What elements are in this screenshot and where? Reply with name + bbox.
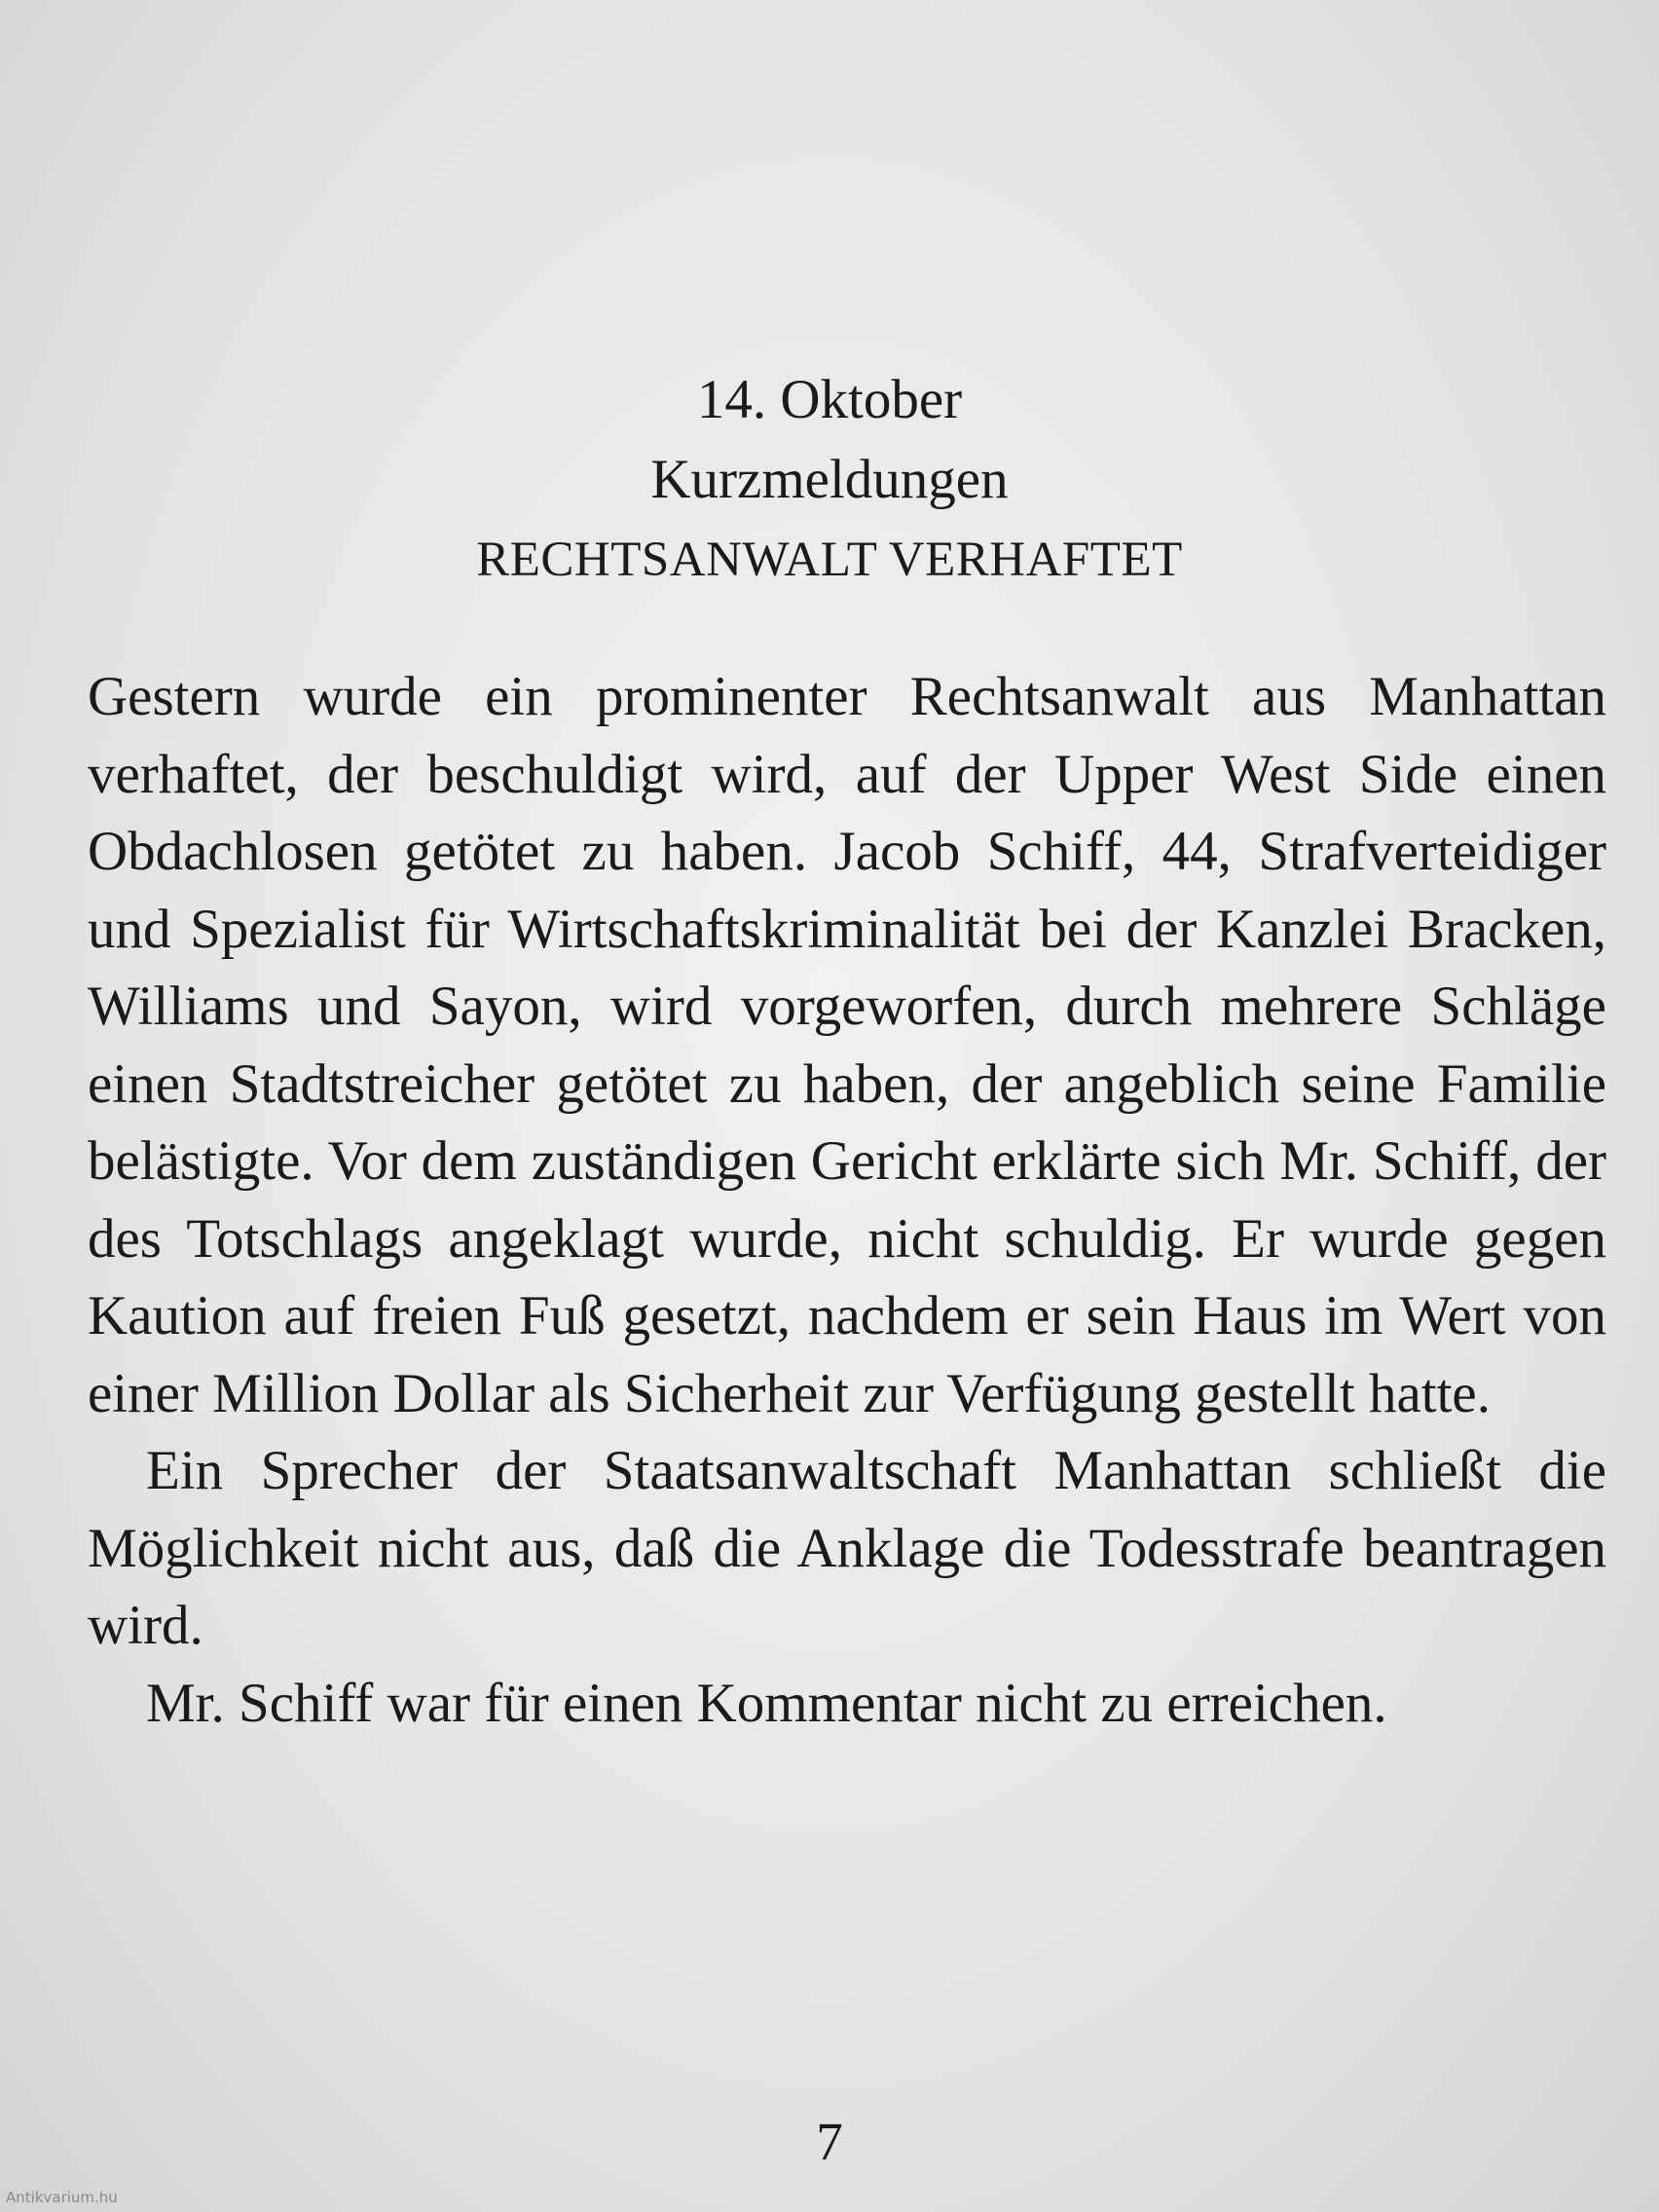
date-heading: 14. Oktober (696, 369, 963, 430)
article-body (88, 658, 1606, 1742)
section-heading: Kurzmeldungen (650, 449, 1009, 510)
headline: RECHTSANWALT VERHAFTET (476, 533, 1183, 587)
watermark: Antikvarium.hu (6, 2189, 118, 2206)
paragraph-1: Gestern wurde ein prominenter Rechtsanwalt aus Manhattan verhaftet, der beschuldigt wird, auf der Upper West Side einen Obdachlosen getötet zu haben. Jacob Schiff, 44, Strafverteidiger und Spezialist für Wirtschaftskriminalität bei der Kanzlei Bracken, Williams und Sayon, wird vorgeworfen, durch mehrere Schläge einen Stadtstreicher getötet zu haben, der angeblich seine Familie belästigte. Vor dem zuständigen Gericht erklärte sich Mr. Schiff, der des Totschlags angeklagt wurde, nicht schuldig. Er wurde gegen Kaution auf freien Fuß gesetzt, nachdem er sein Haus im Wert von einer Million Dollar als Sicherheit zur Verfügung gestellt hatte. (88, 666, 1606, 1424)
article-header (0, 360, 1659, 600)
page-number: 7 (816, 2112, 843, 2171)
paragraph-2: Ein Sprecher der Staatsanwaltschaft Manhattan schließt die Möglichkeit nicht aus, daß die Anklage die Todesstrafe beantragen wird. (88, 1440, 1606, 1656)
paragraph-3: Mr. Schiff war für einen Kommentar nicht zu erreichen. (146, 1672, 1387, 1734)
